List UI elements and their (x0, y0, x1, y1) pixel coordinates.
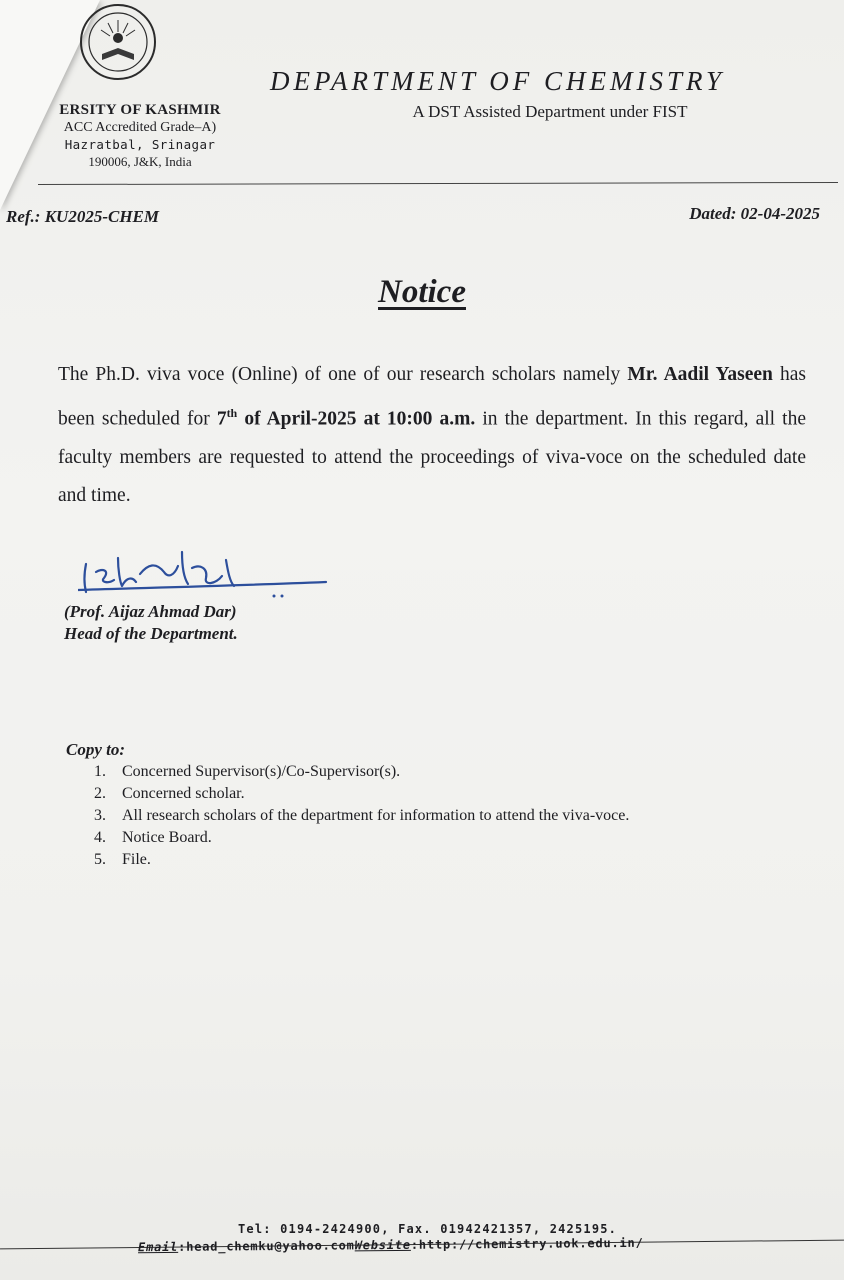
scholar-name: Mr. Aadil Yaseen (627, 364, 773, 385)
footer-contact-web (138, 1236, 644, 1254)
viva-date-day: 7 (216, 408, 227, 430)
copy-to-list (94, 761, 629, 871)
list-item (94, 827, 629, 849)
handwritten-signature (78, 542, 328, 602)
viva-date-suffix: th (226, 406, 238, 420)
header-divider (38, 182, 838, 185)
list-item-text: File. (122, 851, 151, 868)
list-item (94, 783, 629, 805)
list-item-text: Concerned Supervisor(s)/Co-Supervisor(s). (122, 763, 401, 780)
list-item (94, 849, 629, 871)
list-item-text: Concerned scholar. (122, 785, 245, 802)
website-url: :http://chemistry.uok.edu.in/ (410, 1235, 644, 1252)
signatory-designation: Head of the Department. (64, 624, 238, 643)
list-item-number: 3. (94, 807, 106, 824)
address-line-2: 190006, J&K, India (88, 154, 192, 169)
address-line-1: Hazratbal, Srinagar (64, 137, 216, 152)
viva-date-time: of April-2025 at 10:00 a.m. (237, 408, 476, 430)
accreditation-text: ACC Accredited Grade–A) (63, 120, 217, 135)
list-item (94, 805, 629, 827)
department-title: DEPARTMENT OF CHEMISTRY (270, 66, 726, 96)
notice-paragraph (58, 356, 806, 515)
footer-contact-phone: Tel: 0194-2424900, Fax. 01942421357, 2425195. (238, 1222, 618, 1236)
notice-text-1: The Ph.D. viva voce (Online) of one of our research scholars namely (58, 364, 628, 385)
list-item-text: Notice Board. (122, 829, 212, 846)
list-item-number: 1. (94, 763, 106, 780)
email-label: Email (137, 1239, 179, 1255)
notice-text-3: in the department. In this regard, all the faculty members are requested to attend the proceedings of viva-voce on the scheduled date and time. (58, 408, 806, 506)
university-seal-icon (78, 2, 158, 82)
signatory-name: (Prof. Aijaz Ahmad Dar) (64, 602, 237, 621)
university-name: ERSITY OF KASHMIR (59, 102, 221, 118)
website-label: Website (354, 1237, 411, 1253)
reference-number: Ref.: KU2025-CHEM (6, 207, 159, 226)
copy-to-heading: Copy to: (66, 740, 126, 759)
university-address-block (40, 102, 240, 170)
list-item-number: 4. (94, 829, 106, 846)
list-item-text: All research scholars of the department for information to attend the viva-voce. (122, 807, 630, 824)
notice-body (58, 356, 806, 515)
notice-date: Dated: 02-04-2025 (689, 204, 820, 223)
notice-text-2: has been scheduled for (58, 364, 806, 430)
email-address: :head_chemku@yahoo.com (178, 1238, 355, 1254)
notice-title-row (0, 274, 844, 311)
notice-title: Notice (378, 274, 466, 310)
list-item (94, 761, 629, 783)
department-subtitle: A DST Assisted Department under FIST (412, 102, 688, 121)
list-item-number: 5. (94, 851, 106, 868)
list-item-number: 2. (94, 785, 106, 802)
